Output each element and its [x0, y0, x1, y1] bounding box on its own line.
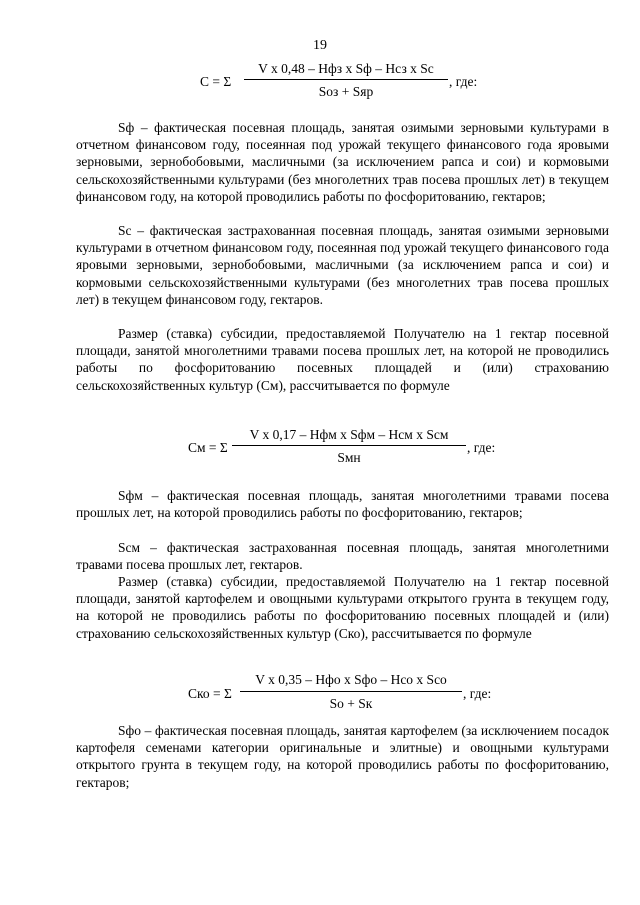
paragraph-sfo: Sфо – фактическая посевная площадь, занятая картофелем (за исключением посадок картофеля семенами категории оригинальные и элитные) и овощными культурами открытого грунта в текущем году, на которой проводились работы по фосфоритованию, гектаров; — [76, 723, 609, 790]
paragraph-sfm: Sфм – фактическая посевная площадь, занятая многолетними травами посева прошлых лет, на которой проводились работы по фосфоритованию, гектаров; — [76, 488, 609, 521]
formula-c-fraction-bar — [244, 79, 448, 80]
formula-cko-denominator: Sо + Sк — [329, 696, 373, 711]
formula-c-denominator: Sоз + Sяр — [318, 84, 374, 99]
formula-cm-numerator: V x 0,17 – Нфм x Sфм – Нсм x Sсм — [249, 427, 449, 442]
formula-cko-fraction-bar — [240, 691, 462, 692]
formula-cko-numerator: V x 0,35 – Нфо x Sфо – Нсо x Sсо — [255, 672, 447, 687]
formula-cm-fraction-bar — [232, 445, 466, 446]
formula-cm-tail: , где: — [467, 440, 496, 455]
page-number: 19 — [313, 38, 327, 53]
paragraph-sc: Sс – фактическая застрахованная посевная площадь, занятая озимыми зерновыми культурами в отчетном финансовом году, посеянная под урожай текущего финансового года яровыми зерновыми, зернобобовыми, масличными (за исключением рапса и сои) и кормовыми сельскохозяйственными культурами (без многолетних трав посева прошлых лет) в текущем финансовом году, гектаров. — [76, 223, 609, 307]
formula-c-numerator: V x 0,48 – Нфз x Sф – Нсз x Sс — [258, 61, 434, 76]
formula-cko-lhs: Ско = Σ — [188, 686, 232, 701]
formula-c-lhs: С = Σ — [200, 74, 232, 89]
formula-c-tail: , где: — [449, 74, 478, 89]
paragraph-rate-cm: Размер (ставка) субсидии, предоставляемой Получателю на 1 гектар посевной площади, занятой многолетними травами посева прошлых лет, на которой не проводились работы по фосфоритованию посевных площадей и (или) страхованию сельскохозяйственных культур (См), рассчитывается по формуле — [76, 326, 609, 393]
formula-cm-denominator: Sмн — [337, 450, 361, 465]
formula-cm-lhs: См = Σ — [188, 440, 228, 455]
formula-cko-tail: , где: — [463, 686, 492, 701]
paragraph-scm: Sсм – фактическая застрахованная посевная площадь, занятая многолетними травами посева прошлых лет, гектаров. — [76, 540, 609, 573]
paragraph-rate-cko: Размер (ставка) субсидии, предоставляемой Получателю на 1 гектар посевной площади, занятой картофелем и овощными культурами открытого грунта в текущем году, на которой не проводились работы по фосфоритованию посевных площадей и (или) страхованию сельскохозяйственных культур (Ско), рассчитывается по формуле — [76, 574, 609, 641]
paragraph-sf: Sф – фактическая посевная площадь, занятая озимыми зерновыми культурами в отчетном финансовом году, посеянная под урожай текущего финансового года яровыми зерновыми, зернобобовыми, масличными (за исключением рапса и сои) и кормовыми сельскохозяйственными культурами (без многолетних трав посева прошлых лет) в текущем финансовом году, на которой проводились работы по фосфоритованию, гектаров; — [76, 120, 609, 204]
